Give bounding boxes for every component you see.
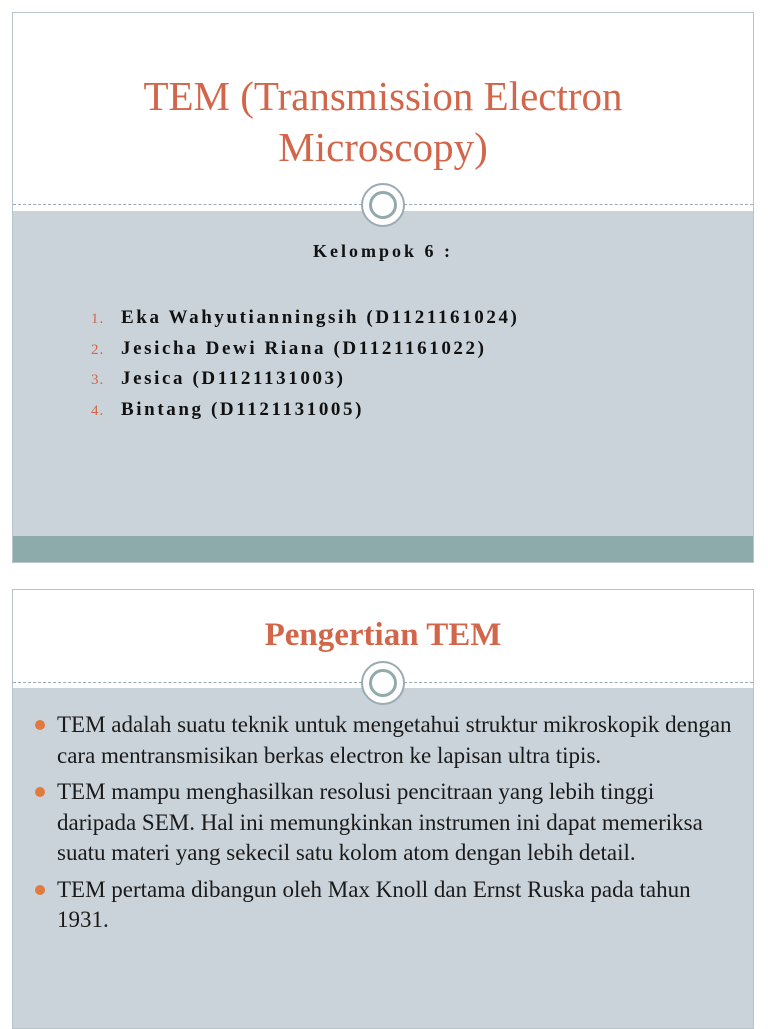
bullet-item bbox=[35, 710, 735, 771]
member-item bbox=[91, 303, 520, 334]
member-number: 1. bbox=[91, 311, 105, 327]
title-slide bbox=[12, 12, 754, 563]
member-name: Eka Wahyutianningsih (D1121161024) bbox=[121, 307, 520, 328]
slide-title-line-1: TEM (Transmission Electron bbox=[143, 73, 623, 119]
member-number: 3. bbox=[91, 372, 105, 388]
bullet-list bbox=[35, 710, 735, 942]
member-number: 2. bbox=[91, 341, 105, 358]
bullet-dot-icon bbox=[35, 885, 45, 895]
definition-slide bbox=[12, 589, 754, 1029]
bullet-item bbox=[35, 777, 735, 869]
slide-title: Pengertian TEM bbox=[264, 617, 502, 653]
ring-ornament-icon bbox=[361, 661, 405, 705]
member-name: Bintang (D1121131005) bbox=[121, 398, 365, 420]
member-item bbox=[91, 395, 520, 426]
slide-title bbox=[13, 71, 753, 173]
member-name: Jesicha Dewi Riana (D1121161022) bbox=[121, 337, 487, 359]
member-list bbox=[91, 303, 520, 425]
ring-ornament-icon bbox=[361, 183, 405, 227]
member-item bbox=[91, 364, 520, 395]
bullet-item bbox=[35, 875, 735, 936]
bullet-dot-icon bbox=[35, 720, 45, 730]
member-number: 4. bbox=[91, 402, 105, 419]
group-heading: Kelompok 6 : bbox=[312, 241, 453, 261]
bullet-text: TEM pertama dibangun oleh Max Knoll dan Ernst Ruska pada tahun 1931. bbox=[57, 876, 691, 932]
slide-title-line-2: Microscopy) bbox=[278, 124, 488, 170]
title-area bbox=[13, 13, 753, 205]
bullet-dot-icon bbox=[35, 787, 45, 797]
bottom-band bbox=[13, 536, 753, 563]
bullet-text: TEM adalah suatu teknik untuk mengetahui struktur mikroskopik dengan cara mentransmisikan berkas electron ke lapisan ultra tipis. bbox=[57, 712, 732, 768]
member-item bbox=[91, 334, 520, 365]
member-name: Jesica (D1121131003) bbox=[121, 368, 346, 389]
bullet-text: TEM mampu menghasilkan resolusi pencitraan yang lebih tinggi daripada SEM. Hal ini memungkinkan instrumen ini dapat memeriksa suatu materi yang sekecil satu kolom atom dengan lebih detail. bbox=[57, 779, 703, 865]
